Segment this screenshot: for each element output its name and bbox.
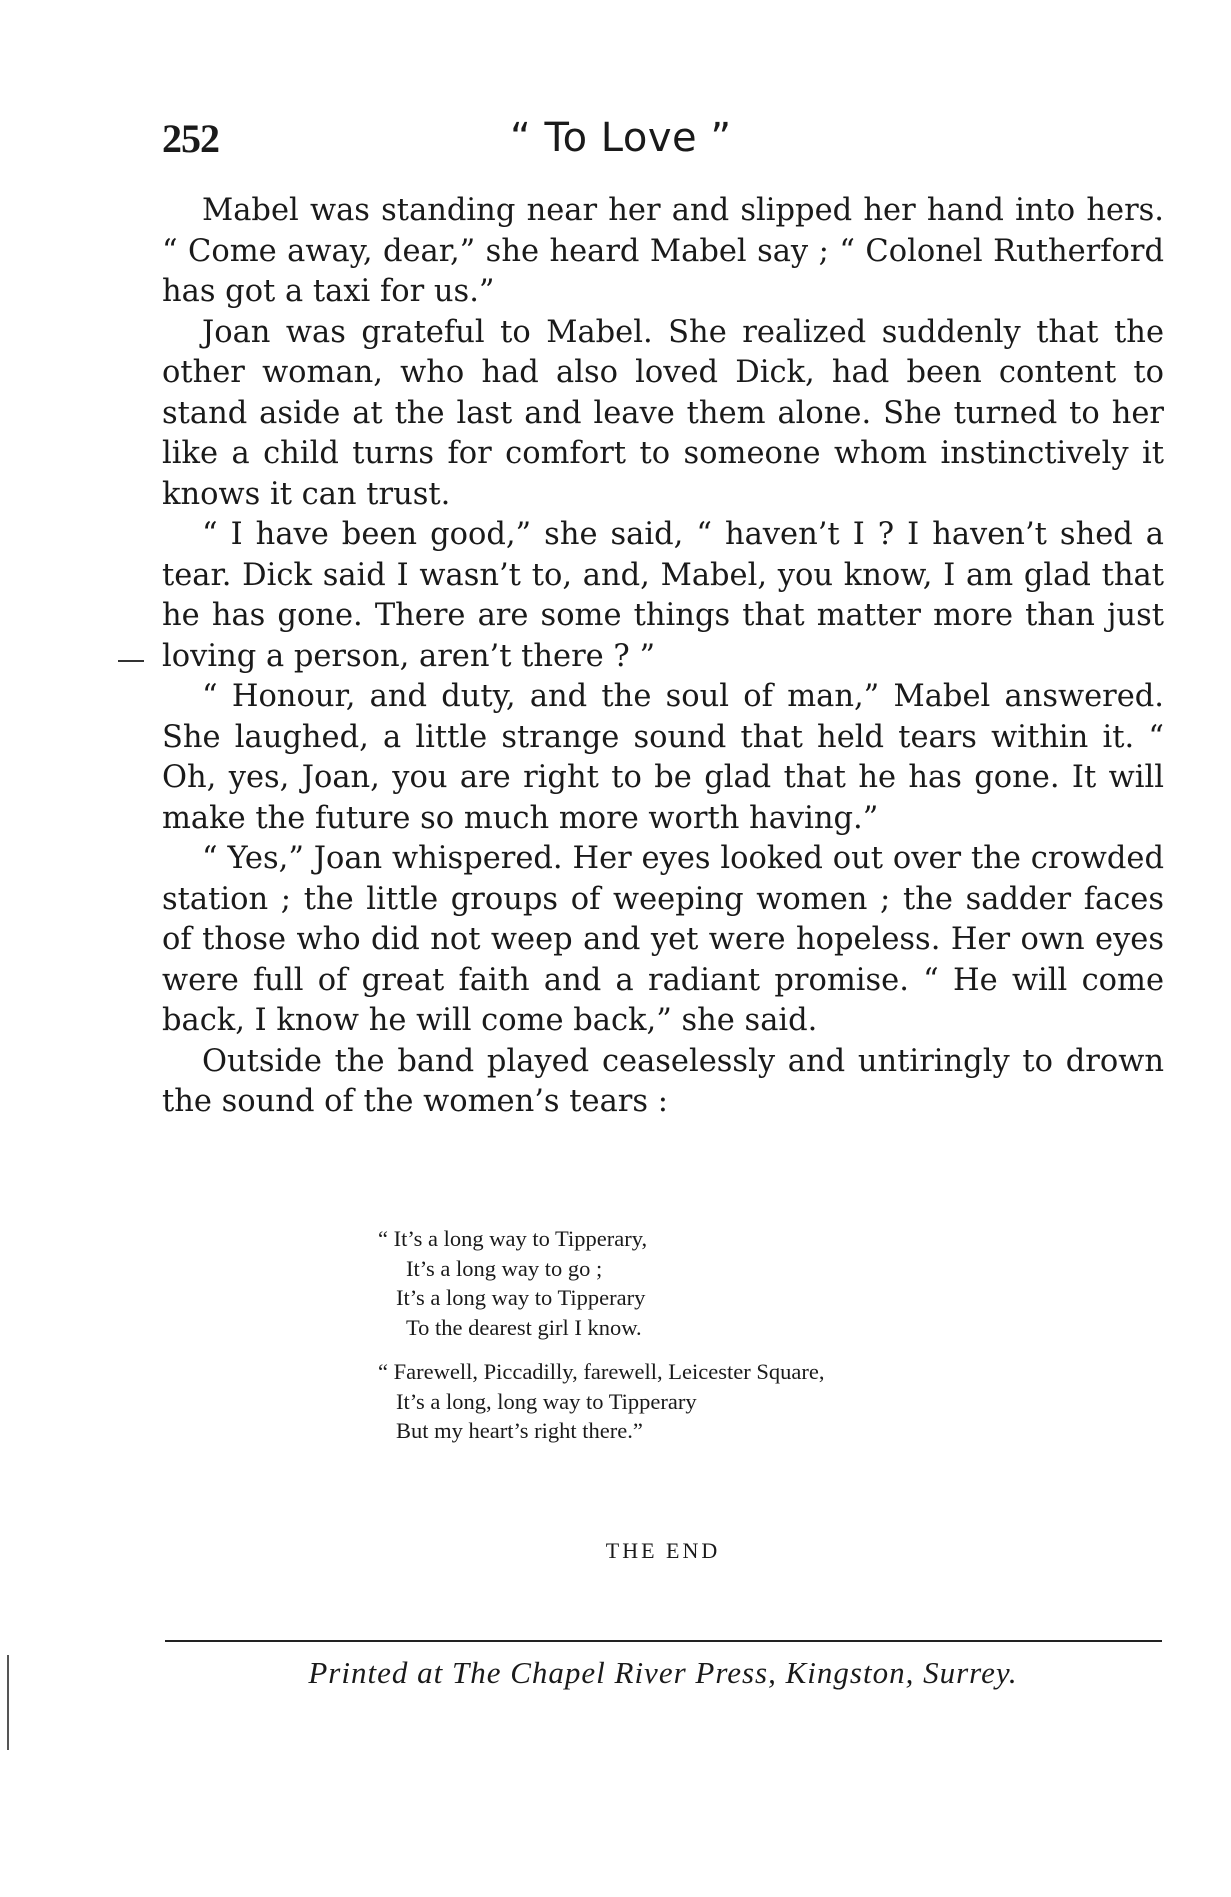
stanza (378, 1357, 824, 1446)
page-header (162, 115, 1162, 175)
verse-line: But my heart’s right there.” (396, 1418, 643, 1443)
song-lyrics (378, 1224, 824, 1461)
running-title: “ To Love ” (510, 115, 732, 161)
paragraph: Outside the band played ceaselessly and untiringly to drown the sound of the women’s tears : (162, 1043, 1164, 1119)
page-number: 252 (162, 116, 219, 161)
scan-edge-mark (7, 1655, 9, 1750)
stanza (378, 1224, 824, 1342)
verse-line: To the dearest girl I know. (406, 1314, 642, 1340)
verse-line: “ It’s a long way to Tipperary, (378, 1226, 648, 1251)
verse-line: “ Farewell, Piccadilly, farewell, Leicester Square, (378, 1359, 825, 1384)
the-end-marker: THE END (605, 1538, 721, 1563)
paragraph: Mabel was standing near her and slipped her hand into hers. “ Come away, dear,” she heard Mabel say ; “ Colonel Rutherford has got a taxi for us.” (162, 193, 1164, 309)
margin-mark (118, 660, 144, 662)
body-text (162, 191, 1164, 1123)
paragraph: “ Honour, and duty, and the soul of man,” Mabel answered. She laughed, a little strange sound that held tears within it. “ Oh, yes, Joan, you are right to be glad that he has gone. It will make the future so much more worth having.” (162, 679, 1164, 836)
paragraph: “ I have been good,” she said, “ haven’t I ? I haven’t shed a tear. Dick said I wasn’t to, and, Mabel, you know, I am glad that he has gone. There are some things that matter more than just loving a person, aren’t there ? ” (162, 517, 1164, 674)
paragraph: Joan was grateful to Mabel. She realized suddenly that the other woman, who had also loved Dick, had been content to stand aside at the last and leave them alone. She turned to her like a child turns for comfort to someone whom instinctively it knows it can trust. (162, 314, 1164, 512)
verse-line: It’s a long way to go ; (406, 1255, 603, 1281)
divider-rule (165, 1640, 1162, 1642)
printer-imprint: Printed at The Chapel River Press, Kingston, Surrey. (308, 1655, 1018, 1690)
verse-line: It’s a long, long way to Tipperary (396, 1388, 697, 1414)
verse-line: It’s a long way to Tipperary (396, 1285, 646, 1310)
paragraph: “ Yes,” Joan whispered. Her eyes looked out over the crowded station ; the little groups of weeping women ; the sadder faces of those who did not weep and yet were hopeless. Her own eyes were full of great faith and a radiant promise. “ He will come back, I know he will come back,” she said. (162, 841, 1164, 1038)
